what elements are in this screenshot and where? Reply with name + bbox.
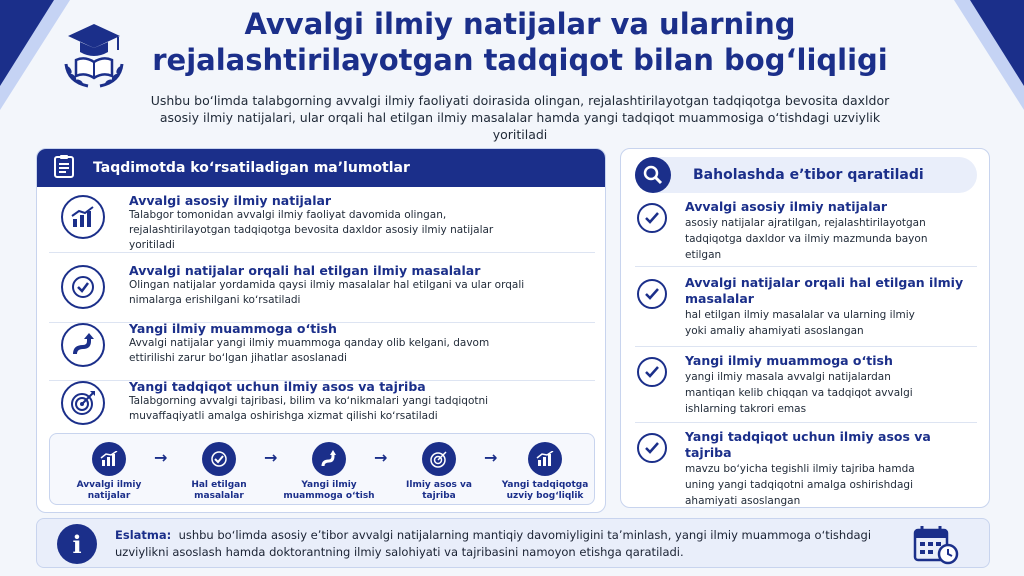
- criteria-text: yangi ilmiy masala avvalgi natijalardan mantiqan kelib chiqqan va tadqiqot avvalgi ishlarning takrori emas: [685, 371, 913, 415]
- flow-step-label: tajriba: [422, 491, 456, 501]
- flow-diagram: [49, 433, 595, 505]
- title-line-1: Avvalgi ilmiy natijalar va ularning: [244, 7, 796, 41]
- flow-step: [274, 442, 384, 502]
- calendar-clock-icon: [913, 525, 959, 569]
- flow-step: [54, 442, 164, 502]
- chart-icon: [61, 195, 105, 239]
- flow-step: [164, 442, 274, 502]
- criteria-text: asosiy natijalar ajratilgan, rejalashtirilayotgan tadqiqotga daxldor va ilmiy mazmunda bayon etilgan: [685, 217, 928, 261]
- arrow-right-icon: →: [264, 448, 278, 467]
- flow-step-label: Ilmiy asos va: [406, 480, 472, 490]
- info-icon: i: [57, 524, 97, 564]
- flow-step-label: Avvalgi ilmiy: [76, 480, 142, 490]
- path-arrow-icon: [61, 323, 105, 367]
- check-icon: [61, 265, 105, 309]
- flow-step-label: uzviy bogʻliqlik: [506, 491, 584, 501]
- info-item: [49, 379, 595, 439]
- arrow-right-icon: →: [484, 448, 498, 467]
- info-item: [49, 263, 595, 323]
- arrow-right-icon: →: [154, 448, 168, 467]
- clipboard-icon: [53, 154, 75, 182]
- presentation-info-panel: [36, 148, 606, 513]
- flow-step-label: muammoga oʻtish: [283, 491, 375, 501]
- check-icon: [637, 357, 667, 387]
- flow-step-label: Yangi ilmiy: [301, 480, 357, 490]
- item-text: Avvalgi natijalar yangi ilmiy muammoga qanday olib kelgani, davom ettirilishi zarur boʻlgan jihatlar asoslanadi: [129, 337, 490, 364]
- title-line-2: rejalashtirilayotgan tadqiqot bilan bogʻliqligi: [152, 43, 888, 77]
- note-box: [36, 518, 990, 568]
- page-title: [140, 6, 900, 78]
- corner-decoration-right: [970, 0, 1024, 86]
- criteria-title: Yangi ilmiy muammoga oʻtish: [685, 353, 893, 368]
- criteria-text: hal etilgan ilmiy masalalar va ularning ilmiy yoki amaliy ahamiyati asoslangan: [685, 309, 915, 337]
- item-title: Avvalgi asosiy ilmiy natijalar: [129, 193, 332, 208]
- corner-decoration-left: [0, 0, 54, 86]
- info-item: [49, 321, 595, 381]
- chart-icon: [528, 442, 562, 476]
- arrow-right-icon: →: [374, 448, 388, 467]
- item-text: Talabgor tomonidan avvalgi ilmiy faoliyat davomida olingan, rejalashtirilayotgan tadqiqotga bevosita daxldor asosiy ilmiy natijalar yoritiladi: [129, 209, 494, 251]
- criteria-item: [635, 275, 977, 347]
- panel-header: [635, 157, 977, 193]
- target-icon: [61, 381, 105, 425]
- graduation-cap-logo-icon: [58, 20, 130, 92]
- criteria-text: mavzu boʻyicha tegishli ilmiy tajriba hamda uning yangi tadqiqotni amalga oshirishdagi ahamiyati asoslangan: [685, 463, 915, 507]
- check-icon: [637, 279, 667, 309]
- flow-step: [384, 442, 494, 502]
- flow-step-label: Hal etilgan: [191, 480, 247, 490]
- page-subtitle: Ushbu boʻlimda talabgorning avvalgi ilmiy faoliyati doirasida olingan, rejalashtirilayotgan tadqiqotga bevosita daxldor asosiy ilmiy natijalari, ular orqali hal etilgan ilmiy masalalar hamda yangi tadqiqot muammosiga oʻtishdagi uzviylik yoritiladi: [150, 93, 890, 142]
- criteria-item: [635, 353, 977, 423]
- criteria-item: [635, 199, 977, 267]
- chart-icon: [92, 442, 126, 476]
- evaluation-criteria-panel: [620, 148, 990, 508]
- criteria-title: Avvalgi natijalar orqali hal etilgan ilmiy masalalar: [685, 275, 964, 306]
- search-icon: [635, 157, 671, 193]
- note-text: ushbu boʻlimda asosiy eʼtibor avvalgi natijalarning mantiqiy davomiyligini taʼminlash, yangi ilmiy muammoga oʻtishdagi uzviylikni asoslash hamda doktorantning ilmiy salohiyati va tajribasini namoyon etishga qaratiladi.: [115, 528, 872, 559]
- note-label: Eslatma:: [115, 528, 172, 542]
- flow-step: [490, 442, 600, 502]
- flow-step-label: Yangi tadqiqotga: [501, 480, 589, 490]
- info-item: [49, 193, 595, 253]
- criteria-item: [635, 429, 977, 507]
- criteria-title: Yangi tadqiqot uchun ilmiy asos va tajriba: [685, 429, 931, 460]
- item-text: Talabgorning avvalgi tajribasi, bilim va koʻnikmalari yangi tadqiqotni muvaffaqiyatli amalga oshirishga xizmat qilishi koʻrsatiladi: [129, 395, 489, 422]
- flow-step-label: natijalar: [87, 491, 131, 501]
- criteria-title: Avvalgi asosiy ilmiy natijalar: [685, 199, 888, 214]
- path-arrow-icon: [312, 442, 346, 476]
- check-icon: [637, 433, 667, 463]
- check-icon: [202, 442, 236, 476]
- check-icon: [637, 203, 667, 233]
- item-title: Avvalgi natijalar orqali hal etilgan ilmiy masalalar: [129, 263, 481, 278]
- panel-heading: Baholashda eʼtibor qaratiladi: [693, 167, 924, 183]
- item-text: Olingan natijalar yordamida qaysi ilmiy masalalar hal etilgani va ular orqali nimalarga erishilgani koʻrsatiladi: [129, 279, 525, 306]
- target-icon: [422, 442, 456, 476]
- flow-step-label: masalalar: [194, 491, 244, 501]
- item-title: Yangi tadqiqot uchun ilmiy asos va tajriba: [129, 379, 426, 394]
- note-content: [115, 527, 915, 561]
- item-title: Yangi ilmiy muammoga oʻtish: [129, 321, 337, 336]
- panel-heading: Taqdimotda koʻrsatiladigan maʼlumotlar: [93, 160, 410, 176]
- panel-header: [37, 149, 605, 187]
